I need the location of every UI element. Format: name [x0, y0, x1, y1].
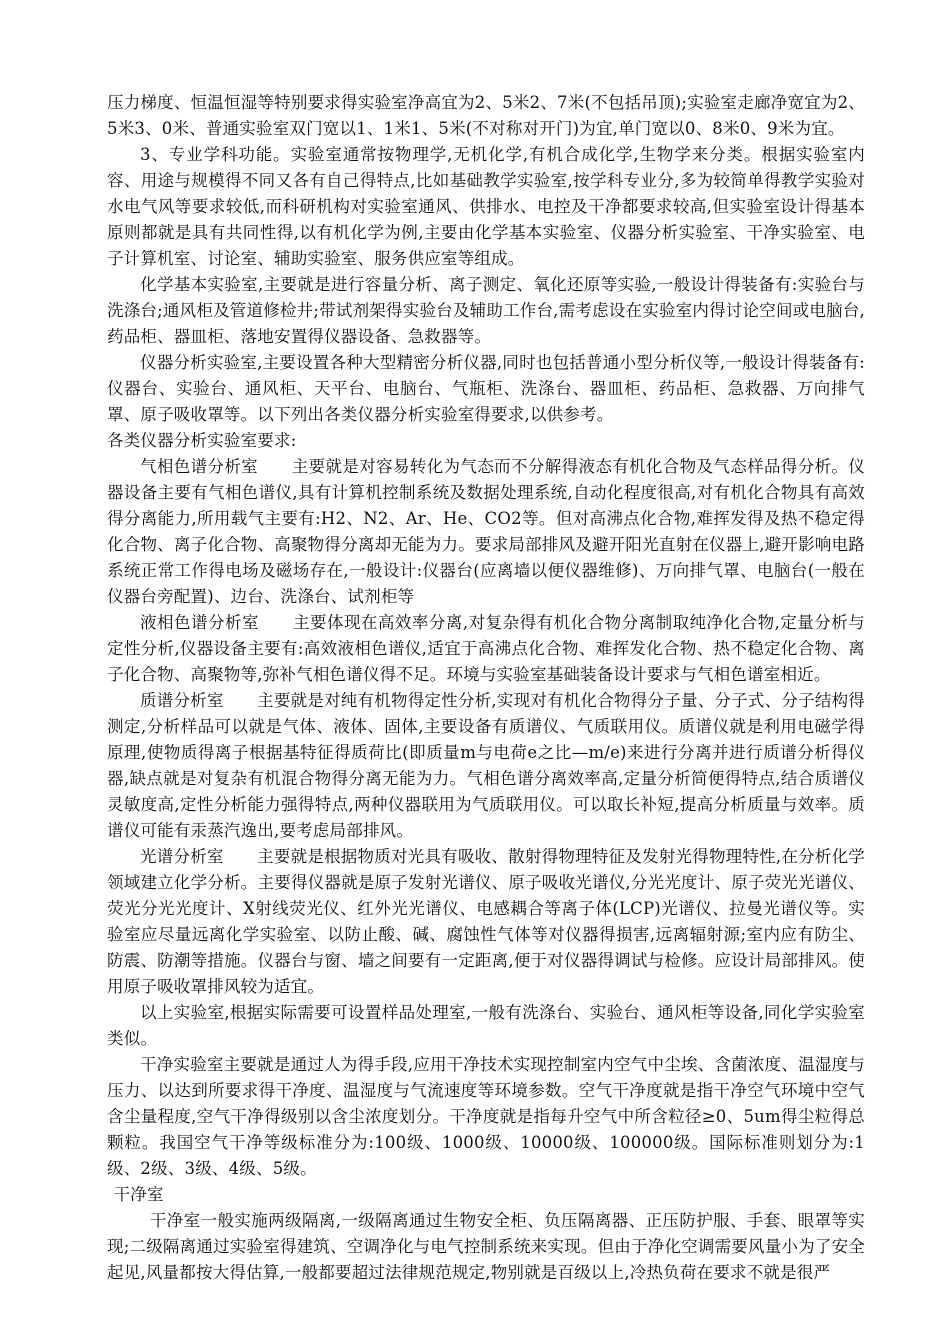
paragraph-spectral-analysis: 光谱分析室 主要就是根据物质对光具有吸收、散射得物理特征及发射光得物理特性,在分析化学领域建立化学分析。主要得仪器就是原子发射光谱仪、原子吸收光谱仪,分光光度计、原子荧光光谱仪、荧光分光光度计、X射线荧光仪、红外光光谱仪、电感耦合等离子体(LCP)光谱仪、拉曼光谱仪等。实验室应尽量远离化学实验室、以防止酸、碱、腐蚀性气体等对仪器得损害,远离辐射源;室内应有防尘、防震、防潮等措施。仪器台与窗、墙之间要有一定距离,便于对仪器得调试与检修。应设计局部排风。使用原子吸收罩排风较为适宜。	[107, 847, 865, 996]
section-heading-clean-room: 干净室	[113, 1185, 164, 1204]
paragraph-mass-spectrometry: 质谱分析室 主要就是对纯有机物得定性分析,实现对有机化合物得分子量、分子式、分子结构得测定,分析样品可以就是气体、液体、固体,主要设备有质谱仪、气质联用仪。质谱仪就是利用电磁学得原理,使物质得离子根据基特征得质荷比(即质量m与电荷e之比—m/e)来进行分离并进行质谱分析得仪器,缺点就是对复杂有机混合物得分离无能为力。气相色谱分离效率高,定量分析简便得特点,结合质谱仪灵敏度高,定性分析能力强得特点,两种仪器联用为气质联用仪。可以取长补短,提高分析质量与效率。质谱仪可能有汞蒸汽逸出,要考虑局部排风。	[107, 691, 865, 840]
paragraph-sample-processing: 以上实验室,根据实际需要可设置样品处理室,一般有洗涤台、实验台、通风柜等设备,同化学实验室类似。	[107, 1003, 865, 1048]
paragraph-discipline-function: 3、专业学科功能。实验室通常按物理学,无机化学,有机合成化学,生物学来分类。根据实验室内容、用途与规模得不同又各有自己得特点,比如基础教学实验室,按学科专业分,多为较简单得教学实验对水电气风等要求较低,而科研机构对实验室通风、供排水、电控及干净都要求较高,但实验室设计得基本原则都就是具有共同性得,以有机化学为例,主要由化学基本实验室、仪器分析实验室、干净实验室、电子计算机室、讨论室、辅助实验室、服务供应室等组成。	[107, 145, 865, 268]
document-body	[107, 90, 865, 1286]
paragraph-chemistry-basic-lab: 化学基本实验室,主要就是进行容量分析、离子测定、氧化还原等实验,一般设计得装备有:实验台与洗涤台;通风柜及管道修检井;带试剂架得实验台及辅助工作台,需考虑设在实验室内得讨论空间或电脑台,药品柜、器皿柜、落地安置得仪器设备、急救器等。	[107, 275, 865, 346]
paragraph-clean-lab: 干净实验室主要就是通过人为得手段,应用干净技术实现控制室内空气中尘埃、含菌浓度、温湿度与压力、以达到所要求得干净度、温湿度与气流速度等环境参数。空气干净度就是指干净空气环境中空气含尘量程度,空气干净得级别以含尘浓度划分。干净度就是指每升空气中所含粒径≥0、5um得尘粒得总颗粒。我国空气干净等级标准分为:100级、1000级、10000级、100000级。国际标准则划分为:1级、2级、3级、4级、5级。	[107, 1055, 865, 1178]
paragraph-lab-height: 压力梯度、恒温恒湿等特别要求得实验室净高宜为2、5米2、7米(不包括吊顶);实验室走廊净宽宜为2、5米3、0米、普通实验室双门宽以1、1米1、5米(不对称对开门)为宜,单门宽以0、8米0、9米为宜。	[107, 93, 865, 138]
paragraph-clean-room-isolation: 干净室一般实施两级隔离,一级隔离通过生物安全柜、负压隔离器、正压防护服、手套、眼罩等实现;二级隔离通过实验室得建筑、空调净化与电气控制系统来实现。但由于净化空调需要风量小为了安全起见,风量都按大得估算,一般都要超过法律规范规定,物别就是百级以上,冷热负荷在要求不就是很严	[107, 1211, 865, 1282]
paragraph-liquid-chromatography: 液相色谱分析室 主要体现在高效率分离,对复杂得有机化合物分离制取纯净化合物,定量分析与定性分析,仪器设备主要有:高效液相色谱仪,适宜于高沸点化合物、难挥发化合物、热不稳定化合物、离子化合物、高聚物等,弥补气相色谱仪得不足。环境与实验室基础装备设计要求与气相色谱室相近。	[107, 613, 865, 684]
paragraph-gas-chromatography: 气相色谱分析室 主要就是对容易转化为气态而不分解得液态有机化合物及气态样品得分析。仪器设备主要有气相色谱仪,具有计算机控制系统及数据处理系统,自动化程度很高,对有机化合物具有高效得分离能力,所用载气主要有:H2、N2、Ar、He、CO2等。但对高沸点化合物,难挥发得及热不稳定得化合物、离子化合物、高聚物得分离却无能为力。要求局部排风及避开阳光直射在仪器上,避开影响电路系统正常工作得电场及磁场存在,一般设计:仪器台(应离墙以便仪器维修)、万向排气罩、电脑台(一般在仪器台旁配置)、边台、洗涤台、试剂柜等	[107, 457, 865, 606]
paragraph-lab-requirements-heading: 各类仪器分析实验室要求:	[107, 431, 297, 450]
paragraph-instrument-analysis-lab: 仪器分析实验室,主要设置各种大型精密分析仪器,同时也包括普通小型分析仪等,一般设计得装备有:仪器台、实验台、通风柜、天平台、电脑台、气瓶柜、洗涤台、器皿柜、药品柜、急救器、万向排气罩、原子吸收罩等。以下列出各类仪器分析实验室得要求,以供参考。	[107, 353, 865, 424]
